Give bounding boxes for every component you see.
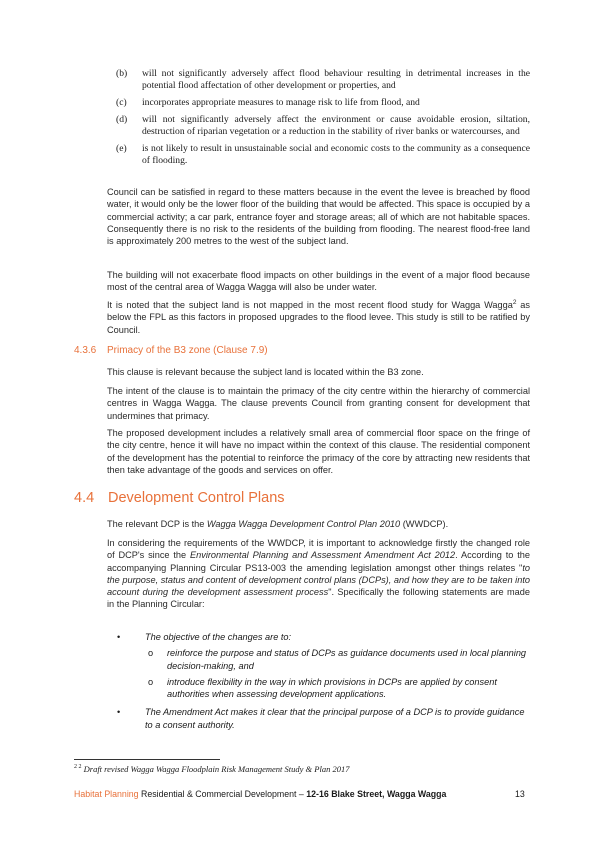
footnote-divider bbox=[74, 759, 220, 760]
section-heading-4-4 bbox=[74, 490, 285, 506]
list-item-text: The Amendment Act makes it clear that the principal purpose of a DCP is to provide guidance to a consent authority. bbox=[145, 707, 525, 730]
circular-statements-list bbox=[107, 631, 530, 731]
bullet-icon: • bbox=[117, 632, 121, 642]
act-title: Environmental Planning and Assessment Amendment Act 2012 bbox=[190, 550, 456, 561]
paragraph-text: The relevant DCP is the bbox=[107, 519, 207, 529]
section-title: Primacy of the B3 zone (Clause 7.9) bbox=[107, 345, 268, 356]
section-heading-4-3-6 bbox=[74, 345, 268, 356]
clause-text: will not significantly adversely affect flood behaviour resulting in detrimental increases in the potential flood affectation of other development or properties, and bbox=[142, 68, 530, 92]
section-number: 4.4 bbox=[74, 490, 95, 506]
footnote-text: Draft revised Wagga Wagga Floodplain Risk Management Study & Plan 2017 bbox=[83, 764, 350, 774]
footnote-ref: 2 bbox=[512, 298, 517, 306]
list-item-text: introduce flexibility in the way in which provisions in DCPs are applied by consent authorities when assessing development applications. bbox=[167, 676, 497, 700]
footnote-mark: 2 2 bbox=[74, 764, 82, 771]
clause-item bbox=[116, 114, 530, 139]
list-item bbox=[107, 706, 530, 731]
quoted-text: to the purpose, status and content of development control plans (DCPs), and how they are to be taken into account during the development assessment process bbox=[107, 562, 530, 598]
paragraph-b3-proposal: The proposed development includes a relatively small area of commercial floor space on the fringe of the city centre, hence it will have no impact within the context of this clause. The residential component of the development has the potential to reinforce the primacy of the core by attracting new residents that then take advantage of the goods and services on offer. bbox=[107, 428, 530, 475]
paragraph-text: as below the FPL as this factors in proposed upgrades to the flood levee. This study is still to be ratified by Council. bbox=[107, 300, 530, 335]
clause-list bbox=[116, 68, 530, 172]
clause-item bbox=[116, 97, 530, 109]
clause-text: incorporates appropriate measures to manage risk to life from flood, and bbox=[142, 97, 420, 109]
section-number: 4.3.6 bbox=[74, 345, 97, 356]
paragraph-text: ". Specifically the following statements are made in the Planning Circular: bbox=[107, 587, 530, 610]
clause-label: (d) bbox=[116, 113, 128, 125]
paragraph-text: In considering the requirements of the WWDCP, it is important to acknowledge firstly the changed role of DCP's since the bbox=[107, 538, 530, 561]
paragraph-b3-relevance: This clause is relevant because the subject land is located within the B3 zone. bbox=[107, 367, 424, 377]
footnote bbox=[74, 764, 349, 774]
list-item bbox=[107, 631, 530, 643]
paragraph-flood-risk: Council can be satisfied in regard to these matters because in the event the levee is breached by flood water, it would only be the lower floor of the building that would be affected. This space is occupied by a commercial activity; a car park, entrance foyer and storage areas; all of which are not habitable spaces. Consequently there is no risk to the residents of the building from flooding. The nearest flood-free land is approximately 200 metres to the west of the subject land. bbox=[107, 187, 530, 247]
document-title: Wagga Wagga Development Control Plan 2010 bbox=[206, 519, 401, 529]
clause-item bbox=[116, 143, 530, 168]
clause-text: will not significantly adversely affect the environment or cause avoidable erosion, siltation, destruction of riparian vegetation or a reduction in the stability of river banks or watercourses, and bbox=[142, 113, 530, 138]
circle-bullet-icon: o bbox=[148, 676, 154, 687]
bullet-icon: • bbox=[117, 707, 121, 718]
paragraph-text: . According to the accompanying Planning Circular PS13-003 the amending legislation amongst other things relates " bbox=[107, 550, 530, 573]
list-item-text: reinforce the purpose and status of DCPs as guidance documents used in local planning decision-making, and bbox=[167, 648, 527, 671]
paragraph-text: It is noted that the subject land is not mapped in the most recent flood study for Wagga Wagga bbox=[107, 300, 513, 310]
clause-label: (c) bbox=[116, 97, 127, 109]
footer-brand: Habitat Planning bbox=[74, 789, 139, 799]
circle-bullet-icon: o bbox=[148, 648, 154, 659]
footer-address: 12-16 Blake Street, Wagga Wagga bbox=[306, 789, 447, 799]
page-footer bbox=[74, 789, 446, 799]
sub-list-item bbox=[107, 647, 530, 672]
paragraph-flood-impacts: The building will not exacerbate flood impacts on other buildings in the event of a major flood because most of the central area of Wagga Wagga will also be under water. bbox=[107, 270, 530, 293]
clause-item bbox=[116, 68, 530, 93]
footer-description: Residential & Commercial Development – bbox=[138, 789, 307, 799]
page-number: 13 bbox=[515, 789, 525, 799]
sub-list-item bbox=[107, 676, 530, 701]
paragraph-b3-intent: The intent of the clause is to maintain the primacy of the city centre within the hierarchy of commercial centres in Wagga Wagga. The clause prevents Council from granting consent for development that undermines that primacy. bbox=[107, 386, 530, 421]
clause-label: (e) bbox=[116, 142, 127, 154]
list-item-text: The objective of the changes are to: bbox=[145, 632, 292, 642]
paragraph-flood-study bbox=[107, 299, 530, 336]
paragraph-dcp-changes bbox=[107, 537, 530, 611]
paragraph-text: (WWDCP). bbox=[400, 519, 449, 529]
paragraph-relevant-dcp bbox=[107, 518, 530, 530]
section-title: Development Control Plans bbox=[108, 490, 285, 506]
clause-text: is not likely to result in unsustainable social and economic costs to the community as a consequence of flooding. bbox=[142, 142, 530, 167]
clause-label: (b) bbox=[116, 68, 128, 79]
